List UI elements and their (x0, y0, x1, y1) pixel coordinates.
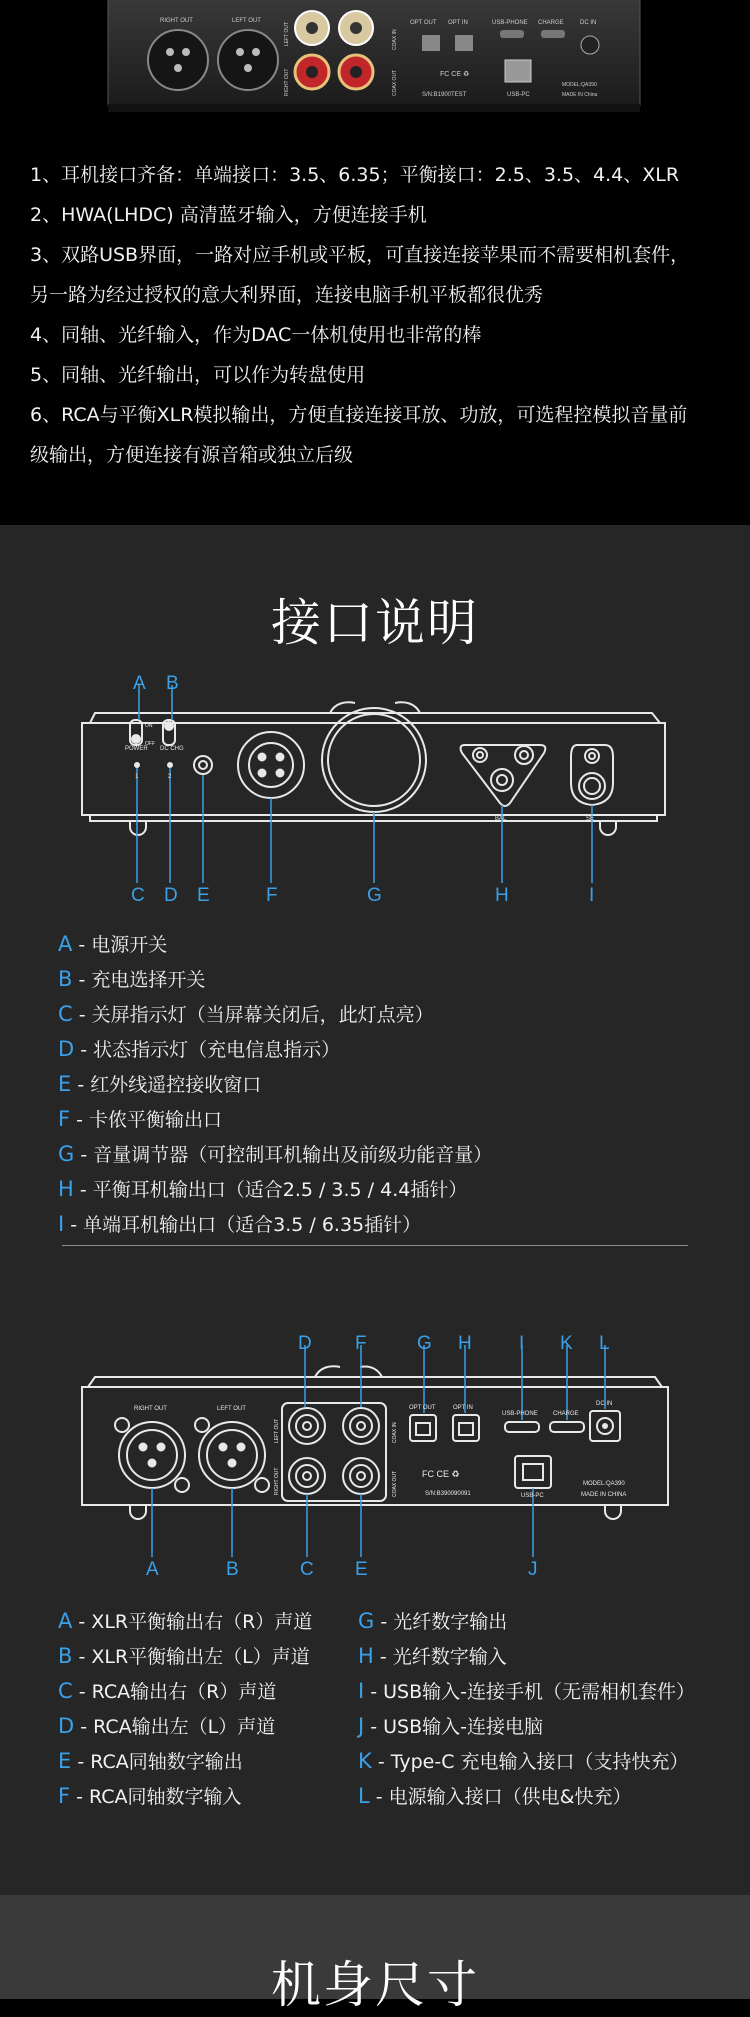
xlr-left-photo (218, 30, 278, 90)
svg-text:USB-PC: USB-PC (507, 92, 530, 98)
svg-text:LEFT OUT: LEFT OUT (274, 1418, 280, 1443)
rear-panel-diagram (0, 1325, 750, 1595)
rear-callout-K: K (560, 1333, 573, 1354)
feature-3-cont: 另一路为经过授权的意大利界面，连接电脑手机平板都很优秀 (30, 284, 544, 306)
svg-text:ON: ON (145, 723, 153, 729)
front-callout-G: G (367, 885, 382, 906)
legend-item: E - 红外线遥控接收窗口 (58, 1072, 262, 1096)
feature-3: 3、双路USB界面，一路对应手机或平板，可直接连接苹果而不需要相机套件， (30, 244, 690, 266)
legend-item: H - 平衡耳机输出口（适合2.5 / 3.5 / 4.4插针） (58, 1177, 468, 1201)
legend-item: F - RCA同轴数字输入 (58, 1784, 242, 1808)
front-callout-H: H (495, 885, 509, 906)
feature-list (30, 155, 720, 475)
legend-item: D - RCA输出左（L）声道 (58, 1714, 276, 1738)
svg-text:RIGHT OUT: RIGHT OUT (284, 68, 290, 96)
svg-text:2: 2 (168, 774, 172, 780)
legend-item: A - XLR平衡输出右（R）声道 (58, 1609, 313, 1633)
svg-text:DC CHG: DC CHG (160, 746, 184, 752)
front-callout-E: E (197, 885, 210, 906)
rear-callout-G: G (417, 1333, 432, 1354)
rear-legend-right (358, 1604, 695, 1814)
legend-item: A - 电源开关 (58, 932, 168, 956)
legend-item: D - 状态指示灯（充电信息指示） (58, 1037, 341, 1061)
photo-left-out-label: LEFT OUT (232, 18, 261, 24)
rear-legend-left (58, 1604, 312, 1814)
svg-text:MADE IN CHINA: MADE IN CHINA (581, 1492, 627, 1498)
rear-callout-H: H (458, 1333, 472, 1354)
svg-text:OPT IN: OPT IN (453, 1405, 473, 1411)
front-legend (58, 927, 492, 1242)
svg-text:FC CE ♻: FC CE ♻ (422, 1469, 460, 1479)
section-divider (62, 1245, 688, 1246)
svg-text:USB-PHONE: USB-PHONE (502, 1411, 538, 1417)
rear-panel-photo (0, 0, 750, 125)
svg-text:MODEL:QA390: MODEL:QA390 (583, 1481, 625, 1487)
legend-item: L - 电源输入接口（供电&快充） (358, 1784, 632, 1808)
svg-text:RIGHT OUT: RIGHT OUT (134, 1406, 167, 1412)
front-callout-B: B (166, 673, 179, 694)
legend-item: C - 关屏指示灯（当屏幕关闭后，此灯点亮） (58, 1002, 434, 1026)
svg-text:FC CE ♻: FC CE ♻ (440, 71, 470, 78)
feature-5: 5、同轴、光纤输出，可以作为转盘使用 (30, 364, 366, 386)
svg-text:COAX IN: COAX IN (392, 1422, 398, 1443)
front-callout-I: I (589, 885, 595, 906)
feature-1: 1、耳机接口齐备：单端接口：3.5、6.35；平衡接口：2.5、3.5、4.4、XLR (30, 164, 680, 186)
legend-item: B - 充电选择开关 (58, 967, 206, 991)
rear-callout-C: C (300, 1559, 314, 1580)
svg-text:OPT OUT: OPT OUT (409, 1405, 436, 1411)
svg-text:RIGHT OUT: RIGHT OUT (274, 1467, 280, 1495)
legend-item: G - 音量调节器（可控制耳机输出及前级功能音量） (58, 1142, 493, 1166)
svg-text:CHARGE: CHARGE (553, 1411, 579, 1417)
feature-4: 4、同轴、光纤输入，作为DAC一体机使用也非常的棒 (30, 324, 482, 346)
svg-text:USB-PHONE: USB-PHONE (492, 20, 528, 26)
top-section (0, 0, 750, 525)
legend-item: H - 光纤数字输入 (358, 1644, 507, 1668)
rear-callout-B: B (226, 1559, 239, 1580)
front-callout-A: A (133, 673, 146, 694)
svg-text:POWER: POWER (125, 746, 148, 752)
front-callout-D: D (164, 885, 178, 906)
rear-callout-I: I (519, 1333, 525, 1354)
svg-text:COAX OUT: COAX OUT (392, 1470, 398, 1497)
svg-text:USB-PC: USB-PC (521, 1493, 544, 1499)
rear-callout-J: J (528, 1559, 538, 1580)
svg-text:COAX OUT: COAX OUT (392, 69, 398, 96)
svg-text:COAX IN: COAX IN (392, 29, 398, 50)
feature-6-cont: 级输出，方便连接有源音箱或独立后级 (30, 444, 354, 466)
feature-2: 2、HWA(LHDC) 高清蓝牙输入，方便连接手机 (30, 204, 427, 226)
interface-title: 接口说明 (271, 594, 479, 652)
rear-callout-D: D (298, 1333, 312, 1354)
front-callout-C: C (131, 885, 145, 906)
svg-text:LEFT OUT: LEFT OUT (284, 21, 290, 46)
svg-text:OPT OUT: OPT OUT (410, 20, 437, 26)
svg-text:1: 1 (135, 774, 139, 780)
legend-item: E - RCA同轴数字输出 (58, 1749, 243, 1773)
svg-text:MODEL:QA390: MODEL:QA390 (562, 82, 597, 88)
svg-text:DC IN: DC IN (596, 1401, 613, 1407)
svg-text:OPT IN: OPT IN (448, 20, 468, 26)
rear-callout-A: A (146, 1559, 159, 1580)
photo-right-out-label: RIGHT OUT (160, 18, 193, 24)
rear-callout-E: E (355, 1559, 368, 1580)
svg-text:MADE IN China: MADE IN China (562, 92, 598, 98)
legend-item: I - 单端耳机输出口（适合3.5 / 6.35插针） (58, 1212, 422, 1236)
legend-item: B - XLR平衡输出左（L）声道 (58, 1644, 310, 1668)
rear-callout-F: F (355, 1333, 367, 1354)
front-callout-F: F (266, 885, 278, 906)
legend-item: C - RCA输出右（R）声道 (58, 1679, 277, 1703)
legend-item: K - Type-C 充电输入接口（支持快充） (358, 1749, 689, 1773)
svg-text:CHARGE: CHARGE (538, 20, 564, 26)
svg-text:OFF: OFF (145, 741, 155, 747)
svg-text:S/N:B390090091: S/N:B390090091 (425, 1491, 471, 1497)
svg-text:SE: SE (586, 816, 595, 822)
legend-item: G - 光纤数字输出 (358, 1609, 508, 1633)
dimensions-title: 机身尺寸 (271, 1956, 479, 2014)
svg-text:S/N:B1900TEST: S/N:B1900TEST (422, 92, 467, 98)
svg-text:DC IN: DC IN (580, 20, 597, 26)
svg-text:BAL: BAL (495, 816, 507, 822)
xlr-right-photo (148, 30, 208, 90)
front-panel-diagram (0, 665, 750, 925)
rear-callout-L: L (599, 1333, 610, 1354)
feature-6: 6、RCA与平衡XLR模拟输出，方便直接连接耳放、功放，可选程控模拟音量前 (30, 404, 688, 426)
legend-item: J - USB输入-连接电脑 (358, 1714, 543, 1738)
svg-text:LEFT OUT: LEFT OUT (217, 1406, 246, 1412)
legend-item: I - USB输入-连接手机（无需相机套件） (358, 1679, 695, 1703)
legend-item: F - 卡侬平衡输出口 (58, 1107, 223, 1131)
